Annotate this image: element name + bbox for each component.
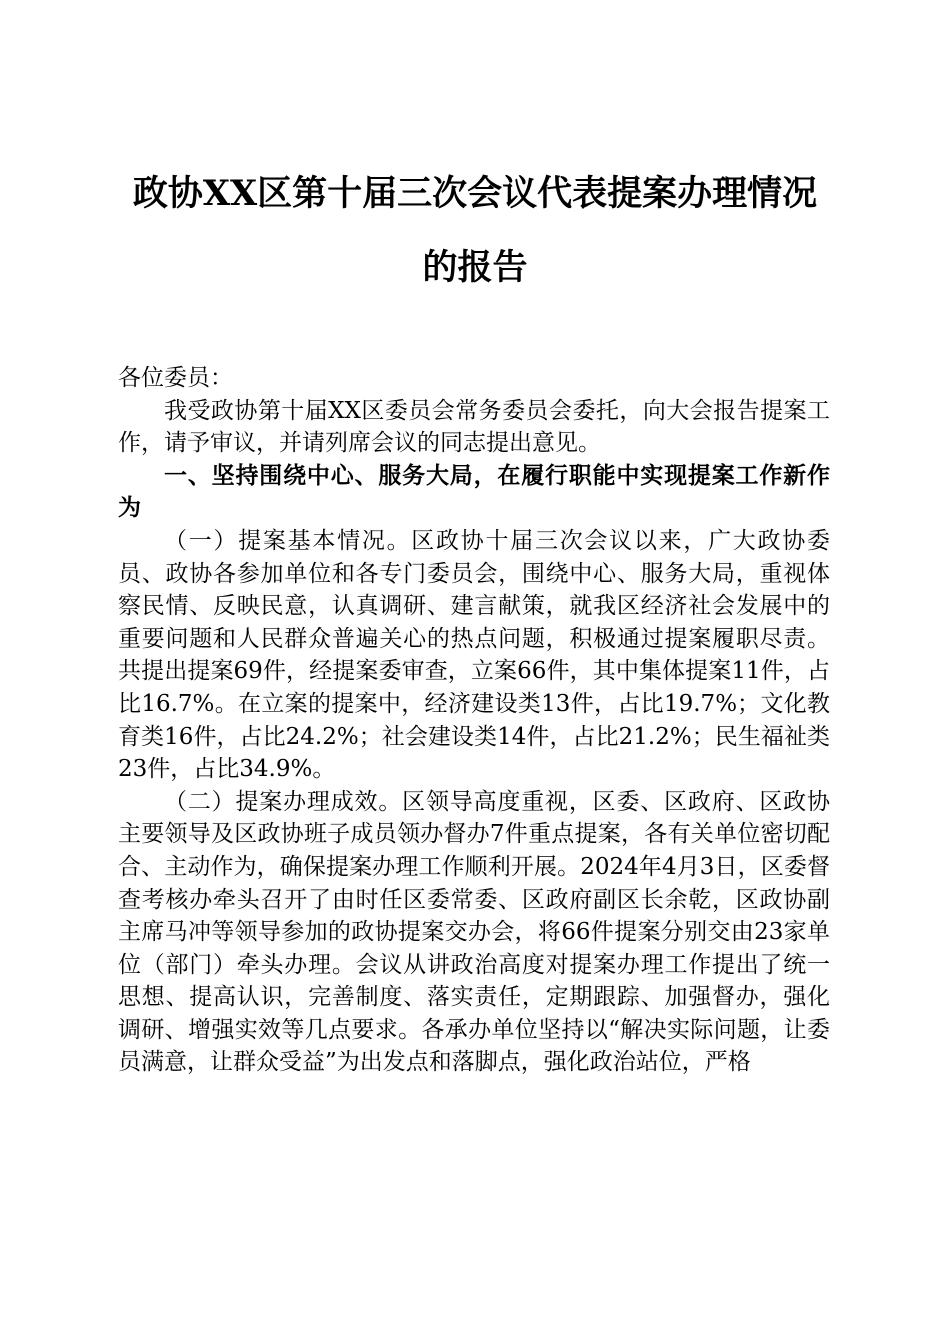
document-title-line-1: 政协XX区第十届三次会议代表提案办理情况 xyxy=(132,173,818,214)
section-heading-1: 一、坚持围绕中心、服务大局，在履行职能中实现提案工作新作为 xyxy=(118,461,830,522)
paragraph-proposal-overview: （一）提案基本情况。区政协十届三次会议以来，广大政协委员、政协各参加单位和各专门委员会，围绕中心、服务大局，重视体察民情、反映民意，认真调研、建言献策，就我区经济社会发展中的重要问题和人民群众普遍关心的热点问题，积极通过提案履职尽责。共提出提案69件，经提案委审查，立案66件，其中集体提案11件，占比16.7%。在立案的提案中，经济建设类13件，占比19.7%；文化教育类16件，占比24.2%；社会建设类14件，占比21.2%；民生福祉类23件，占比34.9%。 xyxy=(118,527,830,783)
salutation: 各位委员： xyxy=(118,365,233,391)
paragraph-intro: 我受政协第十届XX区委员会常务委员会委托，向大会报告提案工作，请予审议，并请列席会议的同志提出意见。 xyxy=(118,397,830,457)
document-body xyxy=(118,362,830,1079)
document-title-line-2: 的报告 xyxy=(422,247,528,288)
paragraph-proposal-results: （二）提案办理成效。区领导高度重视，区委、区政府、区政协主要领导及区政协班子成员领办督办7件重点提案，各有关单位密切配合、主动作为，确保提案办理工作顺利开展。2024年4月3日，区委督查考核办牵头召开了由时任区委常委、区政府副区长余乾，区政协副主席马冲等领导参加的政协提案交办会，将66件提案分别交由23家单位（部门）牵头办理。会议从讲政治高度对提案办理工作提出了统一思想、提高认识，完善制度、落实责任，定期跟踪、加强督办，强化调研、增强实效等几点要求。各承办单位坚持以“解决实际问题，让委员满意，让群众受益”为出发点和落脚点，强化政治站位，严格 xyxy=(118,788,830,1076)
